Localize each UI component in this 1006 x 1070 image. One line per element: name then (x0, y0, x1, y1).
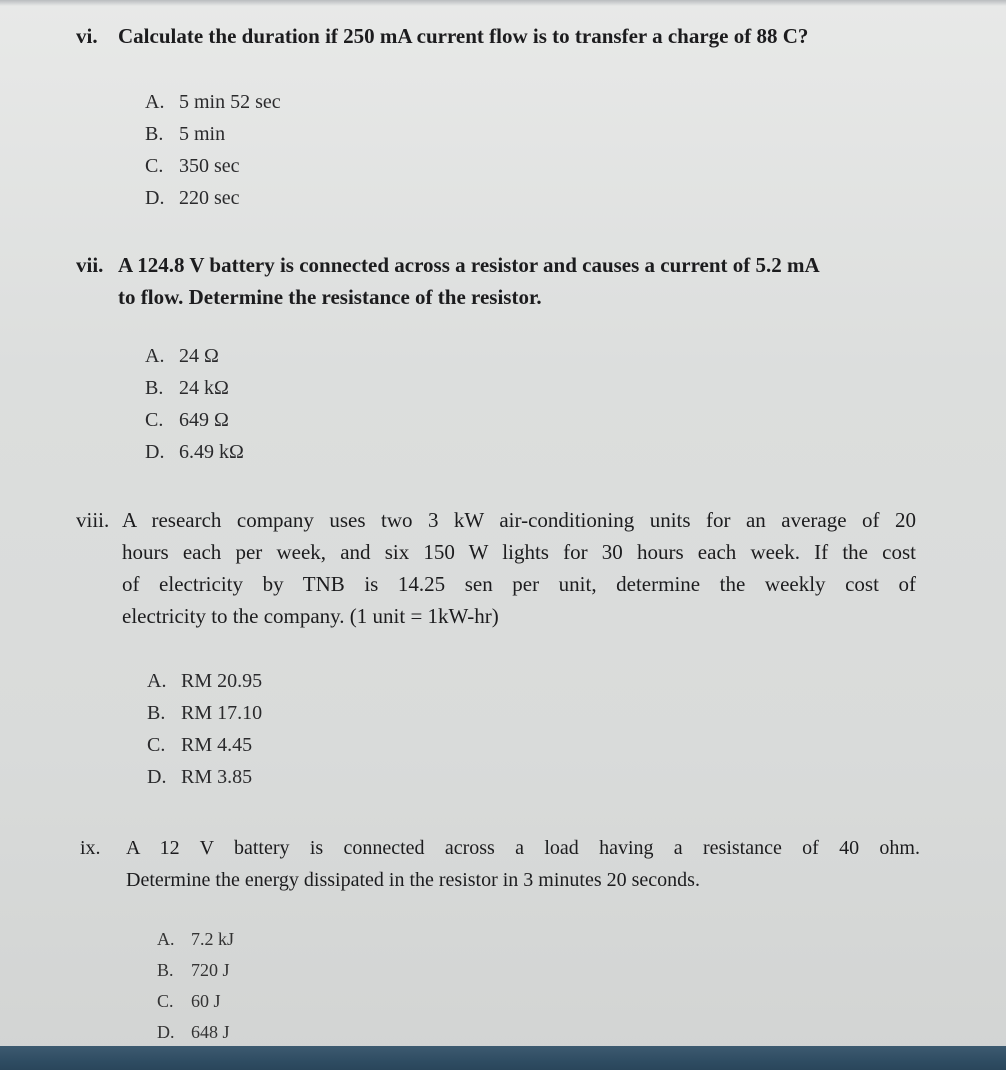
question-line: electricity to the company. (1 unit = 1kW-hr) (122, 604, 499, 628)
option-text: 720 J (191, 960, 230, 980)
question-line (76, 504, 916, 536)
option-letter: D. (157, 1022, 175, 1042)
question-line (76, 20, 936, 52)
option-a (145, 340, 244, 372)
option-letter: D. (145, 187, 165, 209)
option-letter: A. (145, 345, 165, 367)
question-line (76, 249, 936, 281)
options-vii (145, 340, 244, 468)
options-vi (145, 86, 281, 214)
question-line (80, 832, 920, 864)
question-vii (76, 249, 936, 313)
window-top-edge (0, 0, 1006, 6)
option-d (157, 1017, 234, 1048)
option-letter: D. (145, 441, 165, 463)
option-text: RM 3.85 (181, 766, 253, 788)
option-text: RM 4.45 (181, 734, 253, 756)
question-number: vi. (76, 24, 98, 48)
question-line: to flow. Determine the resistance of the resistor. (118, 285, 542, 309)
option-text: 649 Ω (179, 409, 229, 431)
option-letter: C. (157, 991, 174, 1011)
option-text: RM 20.95 (181, 670, 263, 692)
question-ix (80, 832, 920, 896)
option-text: 6.49 kΩ (179, 441, 244, 463)
option-letter: D. (147, 766, 167, 788)
question-text (76, 20, 936, 52)
question-number: vii. (76, 253, 104, 277)
question-viii (76, 504, 916, 632)
option-text: 5 min 52 sec (179, 91, 281, 113)
question-line: of electricity by TNB is 14.25 sen per unit, determine the weekly cost of (122, 572, 916, 596)
option-c (157, 986, 234, 1017)
question-line-text: A 124.8 V battery is connected across a resistor and causes a current of 5.2 mA (118, 253, 820, 277)
option-letter: C. (145, 409, 164, 431)
option-letter: B. (145, 377, 164, 399)
question-number: viii. (76, 508, 110, 532)
option-text: 350 sec (179, 155, 240, 177)
taskbar-edge (0, 1046, 1006, 1070)
option-text: 24 Ω (179, 345, 219, 367)
question-number: ix. (80, 837, 101, 859)
option-d (145, 182, 281, 214)
option-letter: A. (147, 670, 167, 692)
option-b (157, 955, 234, 986)
option-letter: B. (157, 960, 174, 980)
option-letter: C. (145, 155, 164, 177)
option-text: 60 J (191, 991, 221, 1011)
option-a (147, 665, 262, 697)
option-text: 648 J (191, 1022, 230, 1042)
question-line-text: Calculate the duration if 250 mA current flow is to transfer a charge of 88 C? (118, 24, 809, 48)
question-text (80, 832, 920, 896)
option-text: 7.2 kJ (191, 929, 235, 949)
options-ix (157, 924, 234, 1048)
question-line: Determine the energy dissipated in the resistor in 3 minutes 20 seconds. (126, 869, 700, 891)
option-text: 5 min (179, 123, 226, 145)
options-viii (147, 665, 262, 793)
option-letter: B. (147, 702, 166, 724)
option-letter: C. (147, 734, 166, 756)
option-c (145, 404, 244, 436)
option-text: 24 kΩ (179, 377, 229, 399)
option-letter: A. (157, 929, 175, 949)
question-line: hours each per week, and six 150 W lights for 30 hours each week. If the cost (122, 540, 916, 564)
option-text: 220 sec (179, 187, 240, 209)
option-c (147, 729, 262, 761)
question-vi (76, 20, 936, 52)
question-line-text: A 12 V battery is connected across a load having a resistance of 40 ohm. (126, 837, 920, 859)
option-b (145, 118, 281, 150)
option-letter: B. (145, 123, 164, 145)
option-b (147, 697, 262, 729)
option-letter: A. (145, 91, 165, 113)
question-text (76, 504, 916, 632)
option-a (145, 86, 281, 118)
option-text: RM 17.10 (181, 702, 263, 724)
question-text (76, 249, 936, 313)
option-a (157, 924, 234, 955)
option-c (145, 150, 281, 182)
option-d (147, 761, 262, 793)
option-d (145, 436, 244, 468)
option-b (145, 372, 244, 404)
question-line-text: A research company uses two 3 kW air-conditioning units for an average of 20 (122, 508, 916, 532)
